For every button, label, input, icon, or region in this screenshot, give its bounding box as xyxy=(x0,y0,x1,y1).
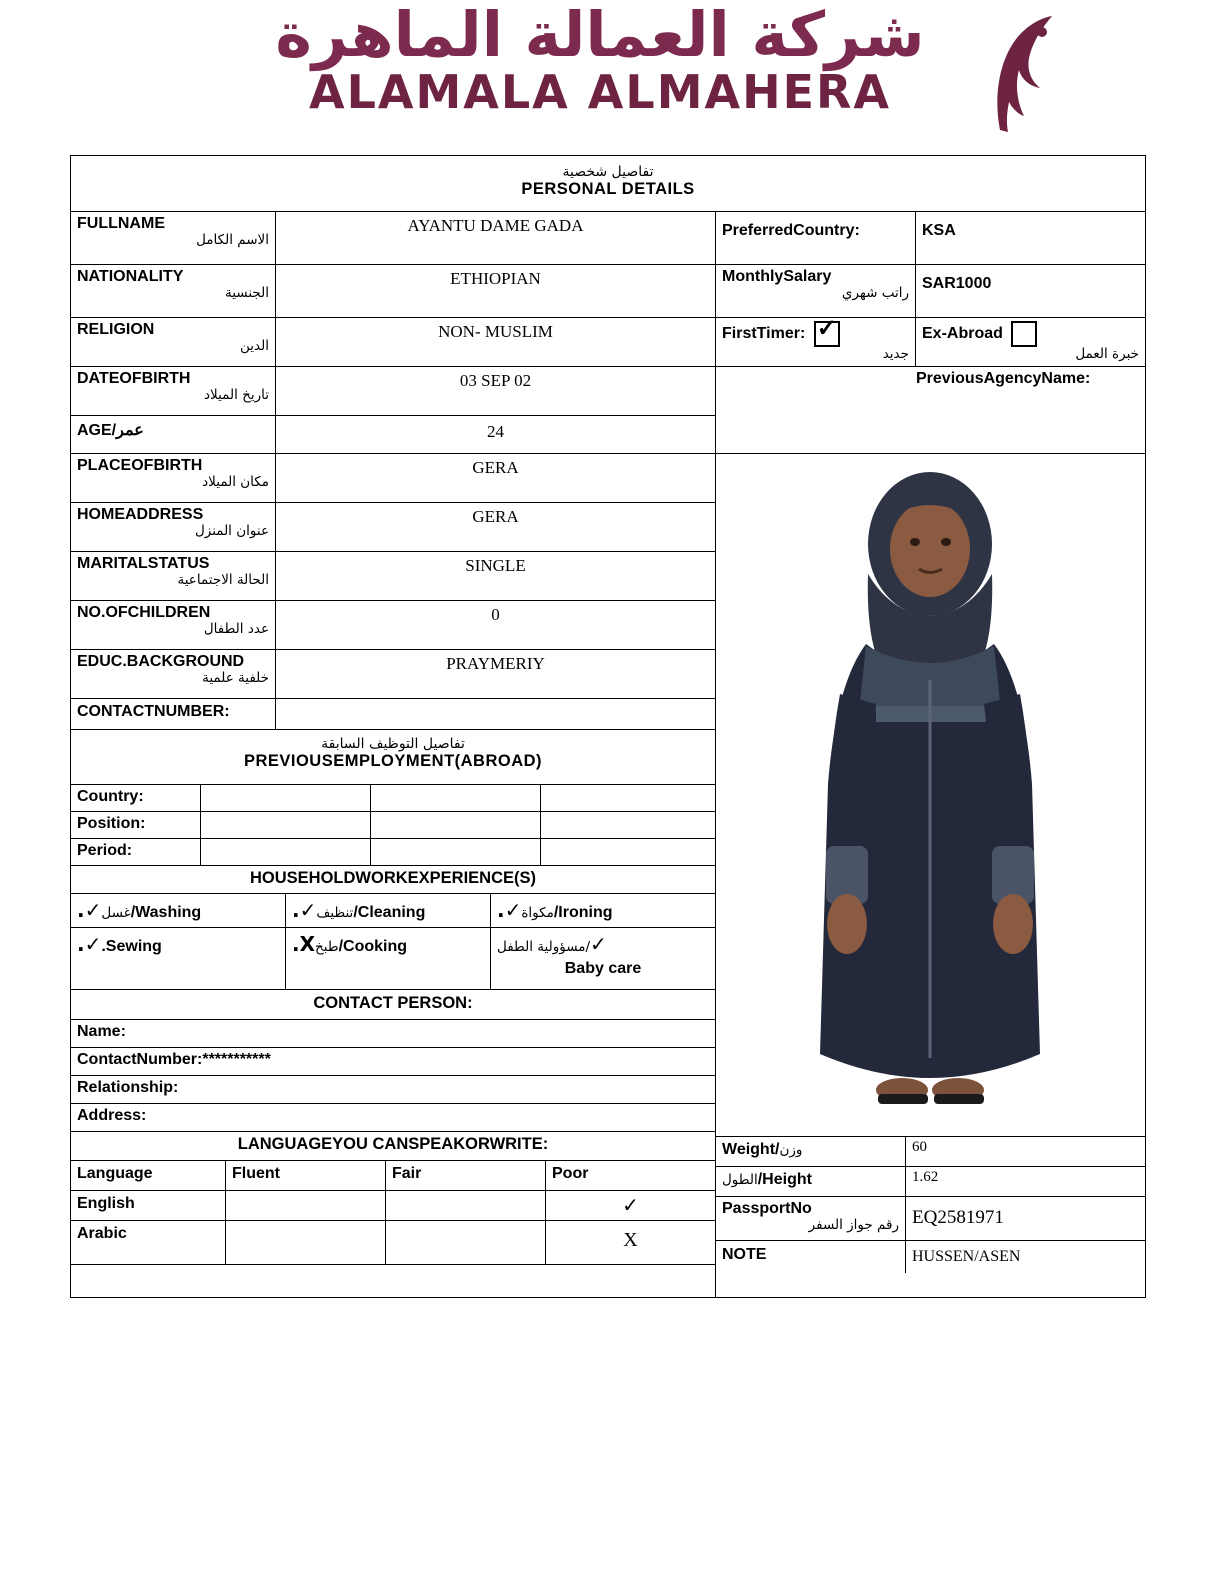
cooking-label-ar: طبخ xyxy=(315,939,339,955)
household-title: HOUSEHOLDWORKEXPERIENCE(S) xyxy=(71,866,716,894)
note-label: NOTE xyxy=(716,1241,906,1273)
maritalstatus-label-ar: الحالة الاجتماعية xyxy=(177,572,269,589)
monthly-salary-label-en: MonthlySalary xyxy=(722,268,832,285)
personal-details-title-en: PERSONAL DETAILS xyxy=(521,180,695,198)
row-household-1 xyxy=(71,894,716,928)
nationality-label-en: NATIONALITY xyxy=(77,268,184,285)
row-religion-left xyxy=(71,318,716,367)
cp-relationship-label-text: Relationship: xyxy=(77,1079,179,1096)
children-label-en: NO.OFCHILDREN xyxy=(77,604,211,621)
first-timer-label-ar: جديد xyxy=(882,346,909,362)
row-education xyxy=(71,650,716,699)
previous-employment-title-en: PREVIOUSEMPLOYMENT(ABROAD) xyxy=(243,752,543,770)
prev-position-c3[interactable] xyxy=(541,812,716,839)
row-religion xyxy=(71,318,1145,454)
monthly-salary-value[interactable]: SAR1000 xyxy=(916,265,1145,318)
weight-label-ar: وزن xyxy=(779,1142,803,1158)
household-ironing xyxy=(491,894,716,928)
ex-abroad-checkbox[interactable] xyxy=(1011,321,1037,347)
age-label: AGE/عمر xyxy=(71,416,276,454)
fullname-label-en: FULLNAME xyxy=(77,215,165,232)
personal-details-title xyxy=(71,156,1145,212)
row-previous-agency xyxy=(716,367,1145,454)
prev-country-label: Country: xyxy=(71,785,201,812)
row-note xyxy=(716,1241,1145,1273)
placeofbirth-label-ar: مكان الميلاد xyxy=(202,474,269,491)
preferred-country-label: PreferredCountry: xyxy=(716,212,916,265)
contactnumber-value[interactable] xyxy=(276,699,716,730)
household-cooking xyxy=(286,928,491,990)
education-label xyxy=(71,650,276,699)
children-value[interactable]: 0 xyxy=(276,601,716,650)
language-col-fair: Fair xyxy=(386,1161,546,1191)
dateofbirth-label xyxy=(71,367,276,416)
applicant-photo-image xyxy=(716,454,1145,1137)
row-prev-period xyxy=(71,839,716,866)
monthly-salary-label-ar: راتب شهري xyxy=(841,285,909,302)
arabic-fluent[interactable] xyxy=(226,1221,386,1265)
sewing-label-en: .Sewing xyxy=(101,938,162,955)
language-title: LANGUAGEYOU CANSPEAKORWRITE: xyxy=(71,1132,716,1161)
first-timer-checkbox[interactable] xyxy=(814,321,840,347)
right-timer-block xyxy=(716,318,1145,454)
cp-name-label-text: Name: xyxy=(77,1023,126,1040)
cp-number-label xyxy=(71,1048,716,1076)
cleaning-label-en: /Cleaning xyxy=(353,904,426,921)
row-age-left xyxy=(71,416,716,454)
applicant-photo xyxy=(716,454,1145,1137)
maritalstatus-value[interactable]: SINGLE xyxy=(276,552,716,601)
prev-country-c1[interactable] xyxy=(201,785,371,812)
preferred-country-value[interactable]: KSA xyxy=(916,212,1145,265)
fullname-label xyxy=(71,212,276,265)
previous-agency-label: PreviousAgencyName: xyxy=(716,367,1145,454)
homeaddress-label-ar: عنوان المنزل xyxy=(194,523,269,540)
cooking-label-en: /Cooking xyxy=(338,938,408,955)
homeaddress-label-en: HOMEADDRESS xyxy=(77,506,204,523)
placeofbirth-value[interactable]: GERA xyxy=(276,454,716,503)
dateofbirth-label-en: DATEOFBIRTH xyxy=(77,370,191,387)
height-value[interactable]: 1.62 xyxy=(906,1167,1145,1197)
prev-period-label: Period: xyxy=(71,839,201,866)
prev-period-c1[interactable] xyxy=(201,839,371,866)
english-language: English xyxy=(71,1191,226,1221)
row-household-2 xyxy=(71,928,716,990)
cp-address-label xyxy=(71,1104,716,1132)
height-label-en: /Height xyxy=(757,1171,812,1188)
logo-arabic-text: شركة العمالة الماهرة xyxy=(275,0,925,71)
fullname-label-ar: الاسم الكامل xyxy=(196,232,269,249)
homeaddress-value[interactable]: GERA xyxy=(276,503,716,552)
nationality-label xyxy=(71,265,276,318)
form-title-row xyxy=(71,156,1145,212)
english-fluent[interactable] xyxy=(226,1191,386,1221)
sewing-tick[interactable]: .✓ xyxy=(77,932,102,956)
first-timer-label xyxy=(716,318,916,367)
ironing-label-ar: مكواة xyxy=(521,905,554,921)
row-nationality xyxy=(71,265,1145,318)
row-household-title xyxy=(71,866,716,894)
cp-number-label-text: ContactNumber: xyxy=(77,1051,203,1068)
weight-value[interactable]: 60 xyxy=(906,1137,1145,1167)
prev-country-c2[interactable] xyxy=(371,785,541,812)
passport-value[interactable]: EQ2581971 xyxy=(906,1197,1145,1241)
row-language-header xyxy=(71,1161,716,1191)
maritalstatus-label xyxy=(71,552,276,601)
children-label-ar: عدد الطفال xyxy=(203,621,269,638)
row-contactnumber xyxy=(71,699,716,730)
row-weight xyxy=(716,1137,1145,1167)
ironing-tick[interactable]: .✓ xyxy=(497,898,522,922)
prev-position-c2[interactable] xyxy=(371,812,541,839)
contactnumber-label: CONTACTNUMBER: xyxy=(71,699,276,730)
placeofbirth-label-en: PLACEOFBIRTH xyxy=(77,457,203,474)
row-contact-person-title xyxy=(71,990,716,1020)
row-fullname xyxy=(71,212,1145,265)
row-maritalstatus xyxy=(71,552,716,601)
previous-employment-title-ar: تفاصيل التوظيف السابقة xyxy=(321,736,465,752)
table-row-english xyxy=(71,1191,716,1221)
height-label-ar: الطول xyxy=(722,1172,758,1188)
left-detail-stack xyxy=(71,454,716,1297)
row-bottom-blank xyxy=(71,1265,716,1297)
religion-label xyxy=(71,318,276,367)
education-label-ar: خلفية علمية xyxy=(202,670,269,687)
row-homeaddress xyxy=(71,503,716,552)
cp-number-value[interactable]: *********** xyxy=(202,1051,271,1068)
height-label xyxy=(716,1167,906,1197)
age-value[interactable]: 24 xyxy=(276,416,716,454)
row-prev-position xyxy=(71,812,716,839)
language-col-language: Language xyxy=(71,1161,226,1191)
ex-abroad-label-ar: خبرة العمل xyxy=(1075,346,1139,362)
household-washing xyxy=(71,894,286,928)
row-cp-name xyxy=(71,1020,716,1048)
prev-period-c3[interactable] xyxy=(541,839,716,866)
right-photo-stack xyxy=(716,454,1145,1297)
washing-tick[interactable]: .✓ xyxy=(77,898,102,922)
prev-country-c3[interactable] xyxy=(541,785,716,812)
first-timer-label-en: FirstTimer: xyxy=(722,325,806,343)
monthly-salary-label xyxy=(716,265,916,318)
row-passport xyxy=(716,1197,1145,1241)
dateofbirth-value[interactable]: 03 SEP 02 xyxy=(276,367,716,416)
dateofbirth-label-ar: تاريخ الميلاد xyxy=(204,387,269,404)
passport-label-ar: رقم جواز السفر xyxy=(808,1217,899,1234)
personal-details-form xyxy=(70,155,1146,1298)
nationality-label-ar: الجنسية xyxy=(224,285,269,302)
cp-name-label xyxy=(71,1020,716,1048)
logo-latin-text: ALAMALA ALMAHERA xyxy=(308,65,892,119)
bottom-blank-cell xyxy=(71,1265,716,1297)
homeaddress-label xyxy=(71,503,276,552)
cleaning-tick[interactable]: .✓ xyxy=(292,898,317,922)
company-logo xyxy=(150,0,1050,144)
row-dob-left xyxy=(71,367,716,416)
english-poor[interactable]: ✓ xyxy=(546,1191,716,1221)
cp-relationship-label xyxy=(71,1076,716,1104)
babycare-label-ar: مسؤولية الطفل/ xyxy=(497,939,591,955)
prev-position-c1[interactable] xyxy=(201,812,371,839)
row-prev-country xyxy=(71,785,716,812)
religion-value[interactable]: NON- MUSLIM xyxy=(276,318,716,367)
arabic-language: Arabic xyxy=(71,1221,226,1265)
ironing-label-en: /Ironing xyxy=(553,904,613,921)
row-prev-emp-title xyxy=(71,730,716,785)
ex-abroad-label xyxy=(916,318,1145,367)
weight-label-en: Weight/ xyxy=(722,1141,780,1158)
row-photo xyxy=(716,454,1145,1137)
passport-label-en: PassportNo xyxy=(722,1200,812,1217)
table-row-arabic xyxy=(71,1221,716,1265)
babycare-label-en: Baby care xyxy=(564,960,642,978)
washing-label-en: /Washing xyxy=(130,904,202,921)
household-babycare xyxy=(491,928,716,990)
education-value[interactable]: PRAYMERIY xyxy=(276,650,716,699)
arabic-poor[interactable]: X xyxy=(546,1221,716,1265)
row-cp-relationship xyxy=(71,1076,716,1104)
education-label-en: EDUC.BACKGROUND xyxy=(77,653,245,670)
placeofbirth-label xyxy=(71,454,276,503)
weight-label xyxy=(716,1137,906,1167)
row-children xyxy=(71,601,716,650)
row-cp-address xyxy=(71,1104,716,1132)
left-religion-dob-age xyxy=(71,318,716,454)
fullname-value[interactable]: AYANTU DAME GADA xyxy=(276,212,716,265)
religion-label-en: RELIGION xyxy=(77,321,155,338)
household-cleaning xyxy=(286,894,491,928)
passport-label xyxy=(716,1197,906,1241)
cooking-mark[interactable]: .X xyxy=(292,932,316,956)
row-height xyxy=(716,1167,1145,1197)
logo-mark-icon xyxy=(990,10,1060,140)
household-sewing xyxy=(71,928,286,990)
children-label xyxy=(71,601,276,650)
language-col-poor: Poor xyxy=(546,1161,716,1191)
personal-details-title-ar: تفاصيل شخصية xyxy=(562,164,654,180)
language-col-fluent: Fluent xyxy=(226,1161,386,1191)
babycare-tick[interactable]: ✓ xyxy=(590,932,607,956)
row-placeofbirth xyxy=(71,454,716,503)
maritalstatus-label-en: MARITALSTATUS xyxy=(77,555,210,572)
row-cp-number xyxy=(71,1048,716,1076)
prev-position-label: Position: xyxy=(71,812,201,839)
english-fair[interactable] xyxy=(386,1191,546,1221)
row-language-title xyxy=(71,1132,716,1161)
row-timer xyxy=(716,318,1145,367)
prev-period-c2[interactable] xyxy=(371,839,541,866)
washing-label-ar: غسل xyxy=(101,905,131,921)
note-value[interactable]: HUSSEN/ASEN xyxy=(912,1248,1021,1265)
cp-address-label-text: Address: xyxy=(77,1107,147,1124)
cleaning-label-ar: تنظيف xyxy=(316,905,354,921)
religion-label-ar: الدين xyxy=(240,338,269,355)
contact-person-title: CONTACT PERSON: xyxy=(71,990,716,1020)
arabic-fair[interactable] xyxy=(386,1221,546,1265)
row-place-and-photo xyxy=(71,454,1145,1297)
nationality-value[interactable]: ETHIOPIAN xyxy=(276,265,716,318)
previous-employment-title xyxy=(71,730,716,785)
ex-abroad-label-en: Ex-Abroad xyxy=(922,325,1003,343)
